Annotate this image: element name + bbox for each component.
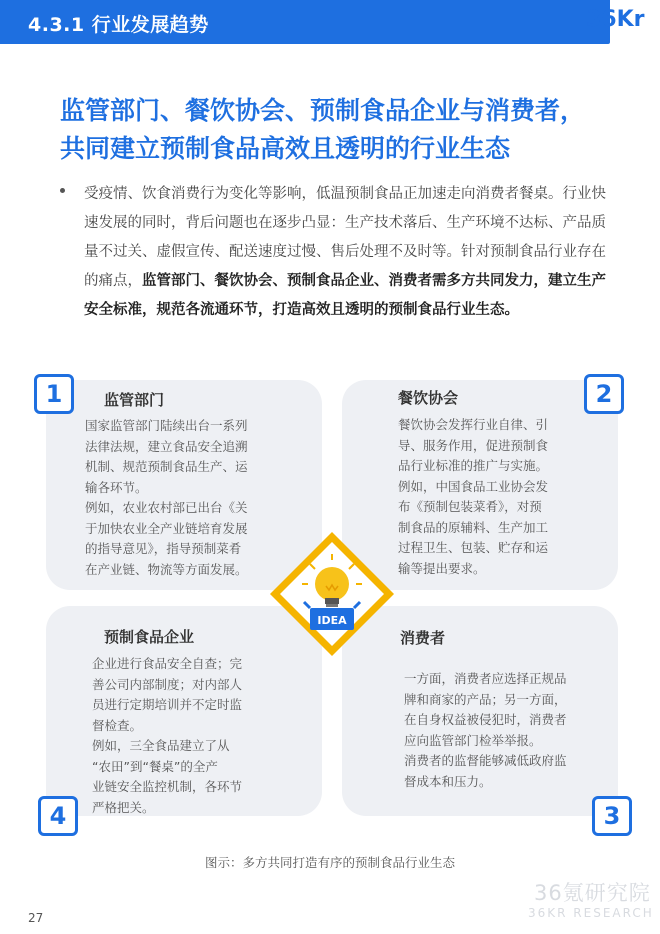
text-line: 善公司内部制度；对内部人 — [92, 676, 243, 692]
text-line: 业链安全监控机制，各环节 — [92, 779, 243, 794]
headline — [60, 92, 620, 168]
headline-line-2: 共同建立预制食品高效且透明的行业生态 — [60, 134, 511, 163]
section-title: 4.3.1 行业发展趋势 — [28, 14, 209, 36]
number-badge-4: 4 — [38, 796, 78, 836]
page-number: 27 — [28, 911, 44, 925]
text-line: 牌和商家的产品；另一方面， — [404, 691, 567, 707]
brand-logo — [574, 0, 660, 44]
text-line: 法律法规，建立食品安全追溯 — [85, 438, 248, 454]
logo-text: 36Kr — [586, 7, 645, 32]
quadrant-text-consumers — [404, 669, 604, 792]
quadrant-title-catering-association: 餐饮协会 — [398, 389, 459, 407]
watermark-cn: 36氪研究院 — [534, 881, 651, 905]
number-badge-1: 1 — [34, 374, 74, 414]
text-line: 过程卫生、包装、贮存和运 — [398, 540, 549, 555]
text-line: 的指导意见》，指导预制菜肴 — [85, 541, 242, 556]
body-paragraph — [84, 180, 614, 325]
text-line: 布《预制包装菜肴》，对预 — [398, 499, 542, 514]
quadrant-text-food-enterprises — [92, 654, 282, 818]
idea-label: IDEA — [317, 614, 347, 627]
text-line: 一方面，消费者应选择正规品 — [404, 671, 567, 686]
figure-caption: 图示：多方共同打造有序的预制食品行业生态 — [204, 855, 455, 870]
text-line: 企业进行食品安全自查；完 — [92, 656, 243, 671]
text-line: 国家监管部门陆续出台一系列 — [85, 418, 248, 433]
body-text: 受疫情、饮食消费行为变化等影响，低温预制食品正加速走向消费者餐桌。行业快速发展的同时，背后问题也在逐步凸显：生产技术落后、生产环境不达标、产品质量不过关、虚假宣传、配送速度过慢、售后处理不及时等。针对预制食品行业存在的痛点， — [84, 186, 606, 289]
number-badge-2: 2 — [584, 374, 624, 414]
bullet-dot — [60, 188, 65, 193]
number-badge-3: 3 — [592, 796, 632, 836]
quadrant-title-food-enterprises: 预制食品企业 — [104, 628, 195, 646]
text-line: 应向监管部门检举举报。 — [404, 732, 542, 748]
quadrant-title-regulators: 监管部门 — [104, 391, 165, 409]
text-line: 导、服务作用，促进预制食 — [398, 437, 549, 453]
text-line: 消费者的监督能够减低政府监 — [404, 753, 567, 768]
text-line: 例如，农业农村部已出台《关 — [85, 500, 248, 515]
text-line: 严格把关。 — [92, 799, 155, 815]
text-line: 输各环节。 — [85, 479, 148, 495]
text-line: 餐饮协会发挥行业自律、引 — [398, 417, 549, 432]
text-line: 输等提出要求。 — [398, 560, 486, 576]
quadrant-text-regulators — [85, 416, 285, 580]
text-line: “农田”到“餐桌”的全产 — [92, 758, 218, 774]
text-line: 制食品的原辅料、生产加工 — [398, 519, 549, 535]
text-line: 督成本和压力。 — [404, 773, 492, 789]
text-line: 在自身权益被侵犯时，消费者 — [404, 712, 567, 727]
text-line: 督检查。 — [92, 717, 143, 733]
body-bold-text: 监管部门、餐饮协会、预制食品企业、消费者需多方共同发力，建立生产安全标准，规范各流通环节，打造高效且透明的预制食品行业生态。 — [84, 273, 606, 318]
text-line: 机制、规范预制食品生产、运 — [85, 459, 248, 474]
text-line: 例如，三全食品建立了从 — [92, 738, 230, 753]
text-line: 品行业标准的推广与实施。 — [398, 458, 549, 473]
idea-emblem — [266, 528, 398, 660]
watermark-en: 36KR RESEARCH — [528, 906, 654, 920]
quadrant-title-consumers: 消费者 — [400, 629, 446, 647]
text-line: 例如，中国食品工业协会发 — [398, 478, 549, 494]
text-line: 在产业链、物流等方面发展。 — [85, 561, 248, 577]
headline-line-1: 监管部门、餐饮协会、预制食品企业与消费者， — [60, 96, 586, 125]
text-line: 于加快农业全产业链培育发展 — [85, 520, 248, 536]
quadrant-text-catering-association — [398, 415, 588, 579]
text-line: 员进行定期培训并不定时监 — [92, 697, 243, 712]
